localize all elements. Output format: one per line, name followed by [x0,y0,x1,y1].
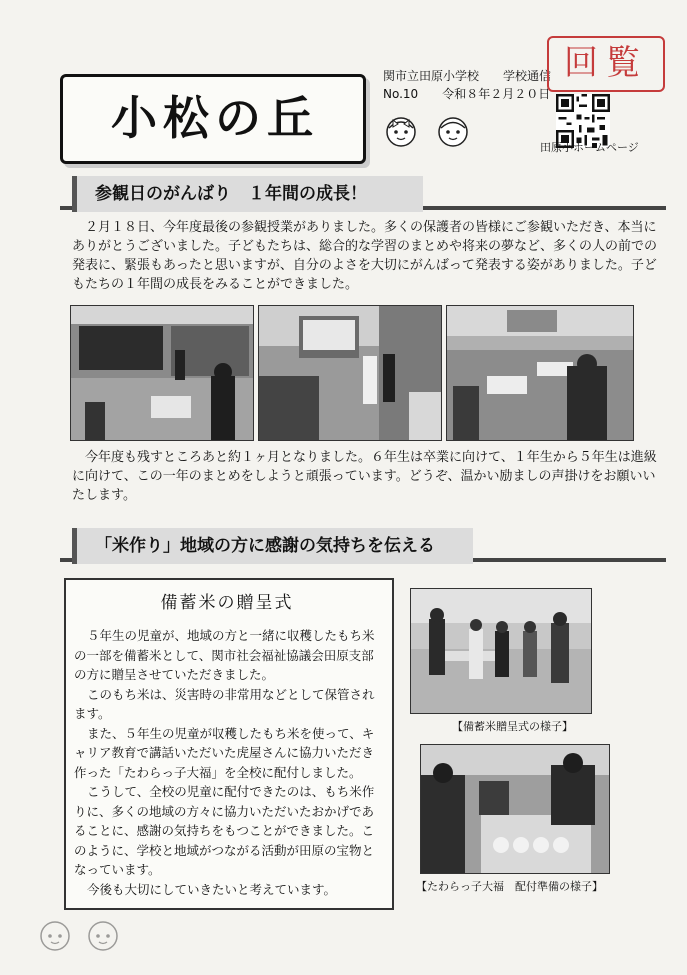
open-class-paragraph: ２月１８日、今年度最後の参観授業がありました。多くの保護者の皆様にご参観いただき、本当にありがとうございました。子どもたちは、総合的な学習のまとめや将来の夢など、多くの人の前での発表に、緊張もあったと思いますが、自分のよさを大切にがんばって発表する姿がありました。子どもたちの１年間の成長をみることができました。 [72,220,658,292]
article-paragraph: ５年生の児童が、地域の方と一緒に収穫したもち米の一部を備蓄米として、関市社会福祉協議会田原支部の方に贈呈させていただきました。 [74,628,375,682]
closing-paragraph: 今年度も残すところあと約１ヶ月となりました。６年生は卒業に向けて、１年生から５年生は進級に向けて、この一年のまとめをしようと頑張っています。どうぞ、温かい励ましの声掛けをお願いいたします。 [72,450,657,503]
article-paragraph: このもち米は、災害時の非常用などとして保管されます。 [74,686,375,721]
mascot-boy-icon [436,114,470,148]
daifuku-preparation-photo [420,744,610,874]
student-speech-photo [258,305,442,441]
school-name: 関市立田原小学校 学校通信 [383,69,552,83]
photo-caption: 【たわらっ子大福 配付準備の様子】 [416,880,603,893]
photo-caption: 【備蓄米贈呈式の様子】 [452,720,573,733]
article-body [74,626,380,899]
qr-code-icon[interactable] [556,94,610,148]
mascot-boy-icon [86,918,120,952]
circulation-stamp: 回覧 [547,36,665,92]
article-paragraph: こうして、全校の児童に配付できたのは、もち米作りに、多くの地域の方々に協力いただいたおかげであることに、感謝の気持ちをもつことができました。このように、学校と地域がつながる活動が田原の宝物となっています。 [74,784,375,877]
issue-number-date: No.10 令和８年２月２０日 [383,87,551,101]
mascot-girl-icon [384,114,418,148]
article-title: 備蓄米の贈呈式 [160,593,294,613]
classroom-parents-photo [446,305,634,441]
newsletter-title: 小松の丘 [111,91,319,145]
article-paragraph: また、５年生の児童が収穫したもち米を使って、キャリア教育で講話いただいた虎屋さんに協力いただき作った「たわらっ子大福」を全校に配付しました。 [74,725,375,780]
rice-presentation-photo [410,588,592,714]
section-heading-open-class: 参観日のがんばり １年間の成長！ [72,176,423,212]
mascot-girl-icon [38,918,72,952]
article-paragraph: 今後も大切にしていきたいと考えています。 [87,881,337,897]
section-heading-rice: 「米作り」地域の方に感謝の気持ちを伝える [72,528,473,564]
classroom-presentation-photo [70,305,254,441]
homepage-label: 田原小ホームページ [540,141,639,154]
